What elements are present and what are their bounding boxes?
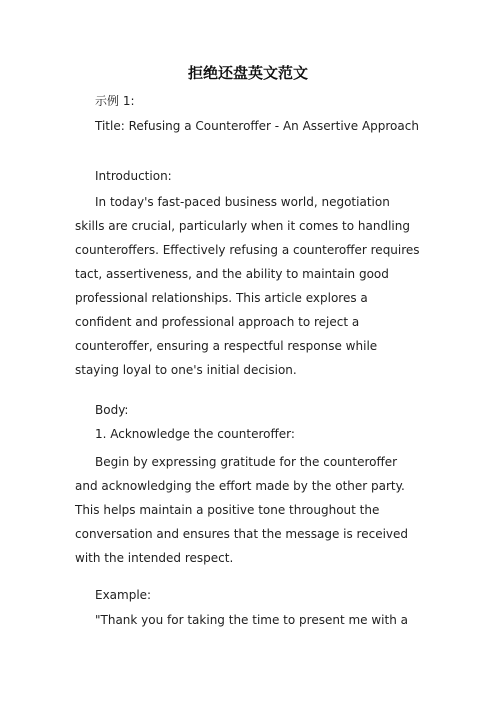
example-quote: "Thank you for taking the time to present me with a: [95, 613, 408, 627]
article-title: Title: Refusing a Counteroffer - An Assertive Approach: [95, 119, 419, 133]
body-heading: Body:: [95, 403, 129, 417]
point-1-heading: 1. Acknowledge the counteroffer:: [95, 427, 295, 441]
point-1-paragraph: Begin by expressing gratitude for the counteroffer and acknowledging the effort made by the other party. This helps maintain a positive tone throughout the conversation and ensures that the message is received with the intended respect.: [75, 455, 409, 565]
document-title: 拒绝还盘英文范文: [187, 64, 308, 82]
example-label: 示例 1:: [95, 94, 135, 108]
example-heading: Example:: [95, 588, 152, 602]
introduction-paragraph: In today's fast-paced business world, negotiation skills are crucial, particularly when it comes to handling counteroffers. Effectively refusing a counteroffer requires tact, assertiveness, and the ability to maintain good professional relationships. This article explores a confident and professional approach to reject a counteroffer, ensuring a respectful response while staying loyal to one's initial decision.: [75, 195, 420, 377]
introduction-heading: Introduction:: [95, 169, 172, 183]
